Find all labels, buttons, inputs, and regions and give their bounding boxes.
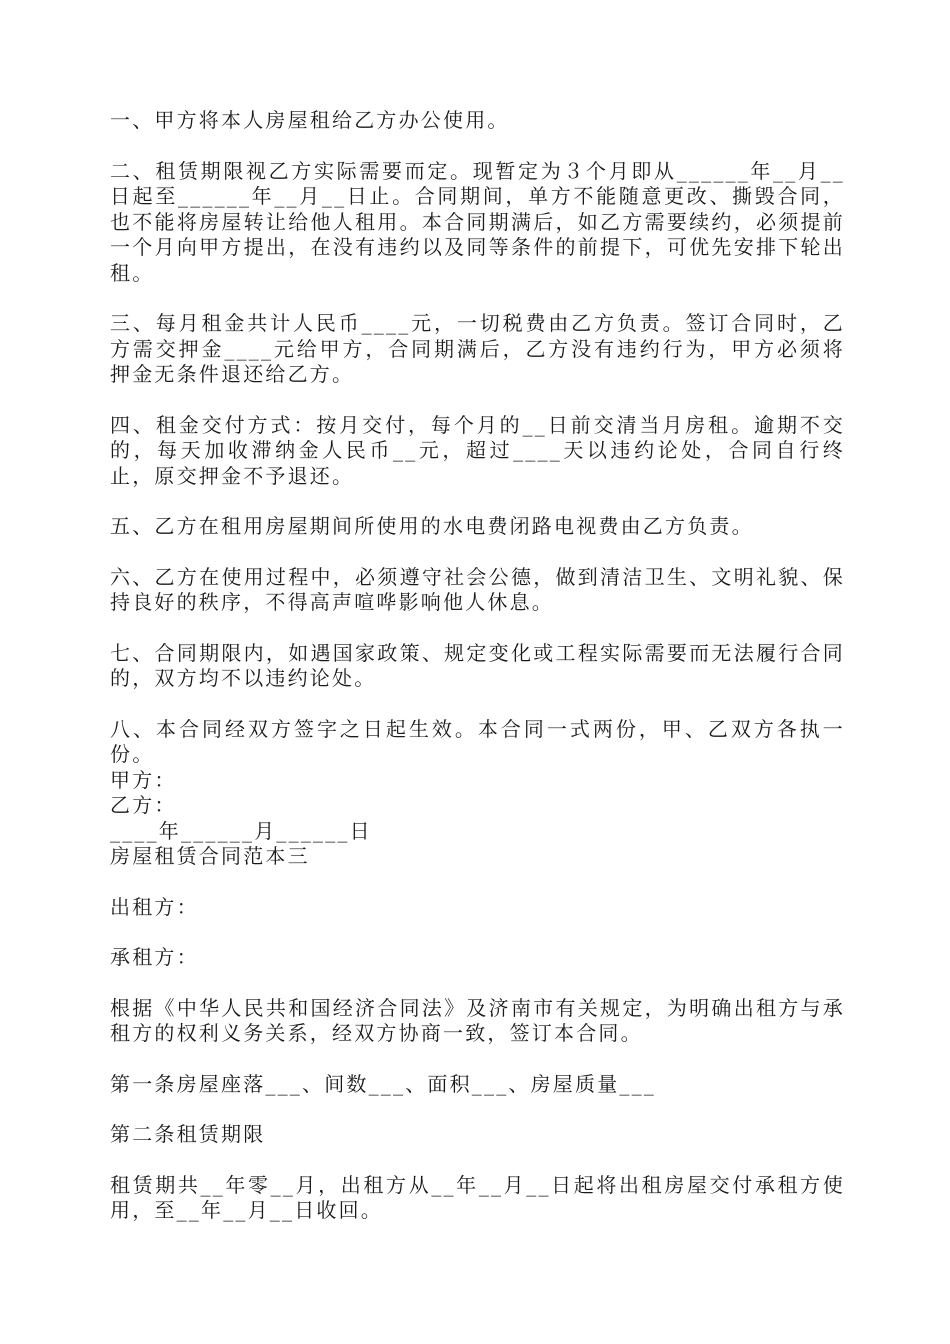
- clause-5: 五、乙方在租用房屋期间所使用的水电费闭路电视费由乙方负责。: [110, 514, 754, 538]
- clause-7: 七、合同期限内，如遇国家政策、规定变化或工程实际需要而无法履行合同的，双方均不以违约论处。: [110, 640, 845, 690]
- signing-date: ____年______月______日: [110, 818, 372, 843]
- clause-8: 八、本合同经双方签字之日起生效。本合同一式两份，甲、乙双方各执一份。: [110, 716, 845, 766]
- article-2-body: 租赁期共__年零__月，出租方从__年__月__日起将出租房屋交付承租方使用，至__年__月__日收回。: [110, 1172, 845, 1222]
- template-title: 房屋租赁合同范本三: [110, 844, 310, 868]
- article-2-title: 第二条租赁期限: [110, 1122, 266, 1146]
- lessee-label: 承租方：: [110, 945, 199, 969]
- party-a-signature: 甲方：: [110, 767, 177, 792]
- party-b-signature: 乙方：: [110, 793, 177, 817]
- clause-4: 四、租金交付方式：按月交付，每个月的__日前交清当月房租。逾期不交的，每天加收滞纳金人民币__元，超过____天以违约论处，合同自行终止，原交押金不予退还。: [110, 412, 845, 488]
- article-1: 第一条房屋座落___、间数___、面积___、房屋质量___: [110, 1071, 656, 1096]
- preamble: 根据《中华人民共和国经济合同法》及济南市有关规定，为明确出租方与承租方的权利义务关系，经双方协商一致，签订本合同。: [110, 995, 845, 1045]
- lessor-label: 出租方：: [110, 894, 199, 919]
- clause-1: 一、甲方将本人房屋租给乙方办公使用。: [110, 108, 510, 132]
- clause-2: 二、租赁期限视乙方实际需要而定。现暂定为３个月即从______年__月__日起至______年__月__日止。合同期间，单方不能随意更改、撕毁合同，也不能将房屋转让给他人租用。本合同期满后，如乙方需要续约，必须提前一个月向甲方提出，在没有违约以及同等条件的前提下，可优先安排下轮出租。: [110, 158, 845, 285]
- clause-3: 三、每月租金共计人民币____元，一切税费由乙方负责。签订合同时，乙方需交押金____元给甲方，合同期满后，乙方没有违约行为，甲方必须将押金无条件退还给乙方。: [110, 311, 845, 386]
- contract-document: [110, 108, 845, 1249]
- clause-6: 六、乙方在使用过程中，必须遵守社会公德，做到清洁卫生、文明礼貌、保持良好的秩序，不得高声喧哗影响他人休息。: [110, 564, 845, 614]
